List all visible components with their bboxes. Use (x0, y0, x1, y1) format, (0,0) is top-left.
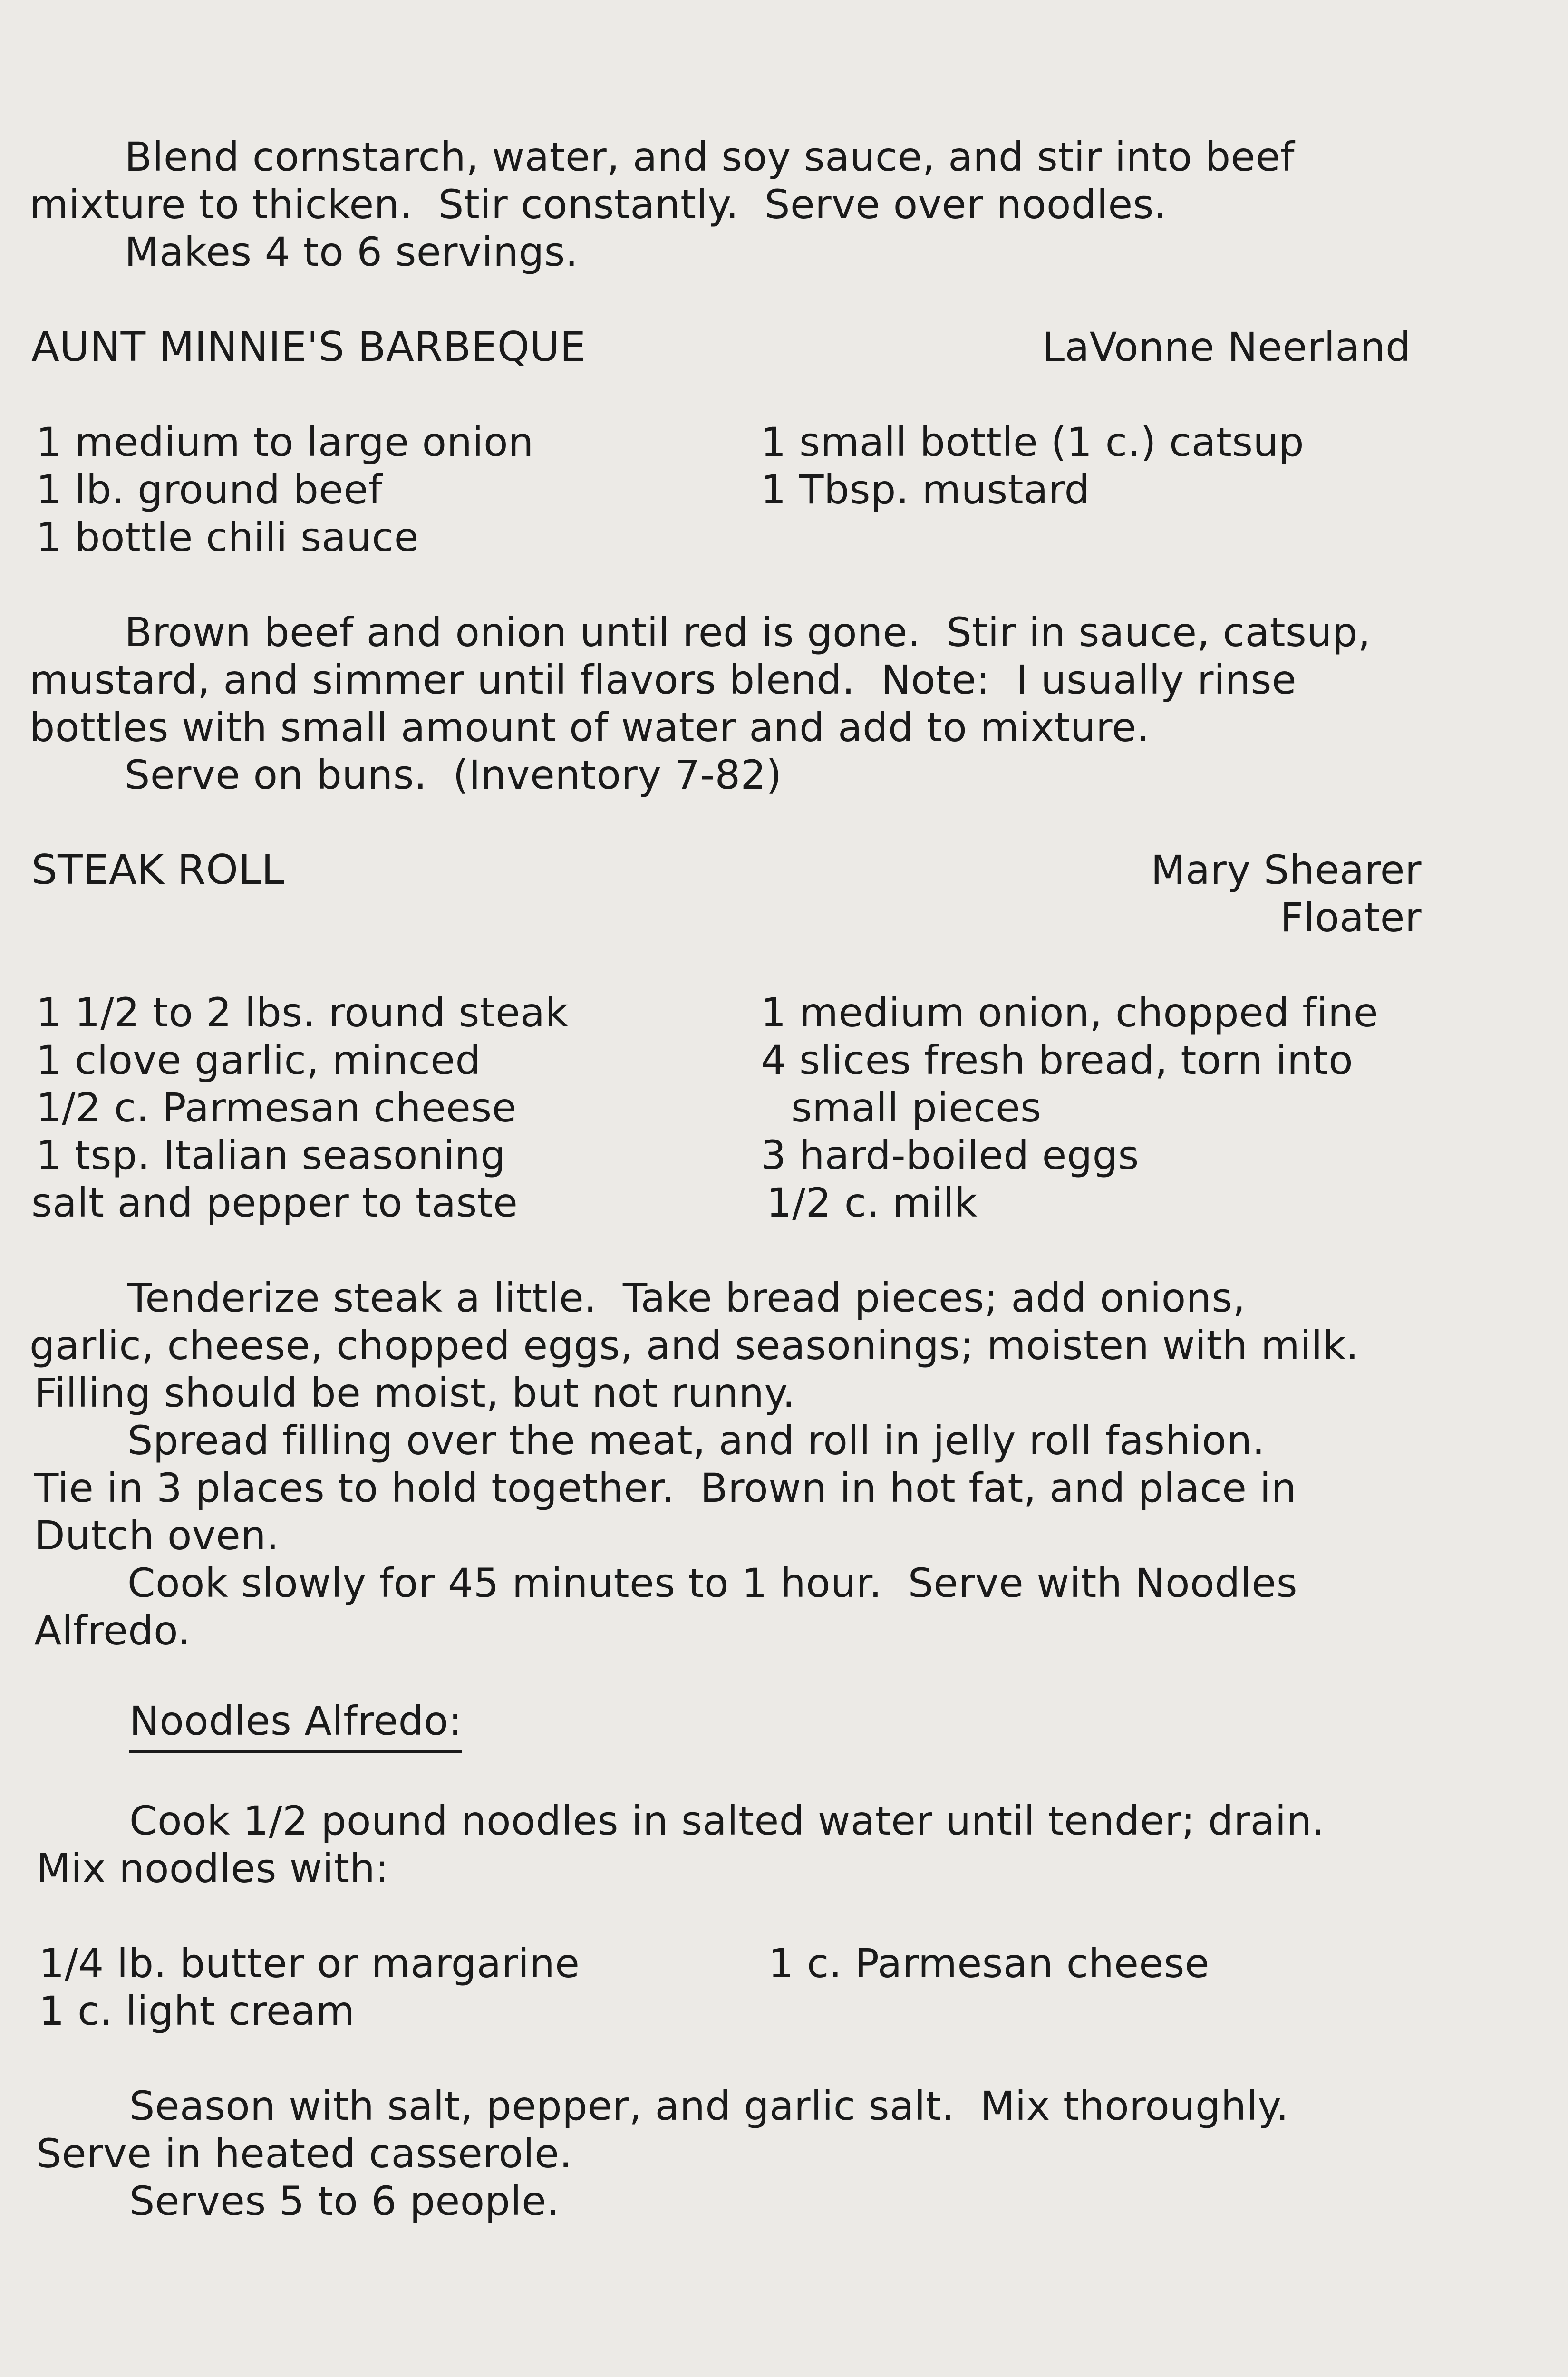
direction-line: Dutch oven. (34, 1512, 280, 1559)
direction-line: bottles with small amount of water and add to mixture. (29, 704, 1150, 751)
direction-line: garlic, cheese, chopped eggs, and seasonings; moisten with milk. (29, 1322, 1359, 1369)
direction-line: Cook slowly for 45 minutes to 1 hour. Serve with Noodles (127, 1560, 1297, 1606)
direction-line: Season with salt, pepper, and garlic salt. Mix thoroughly. (129, 2083, 1289, 2129)
ingredient-item: 1 1/2 to 2 lbs. round steak (36, 989, 569, 1036)
recipe-author-barbeque: LaVonne Neerland (1042, 324, 1411, 370)
direction-line: Serve on buns. (Inventory 7-82) (125, 752, 782, 798)
direction-line: Spread filling over the meat, and roll in jelly roll fashion. (127, 1417, 1265, 1464)
ingredient-item: 4 slices fresh bread, torn into (761, 1037, 1354, 1083)
ingredient-item: 1 c. light cream (39, 1988, 355, 2034)
intro-line-2: mixture to thicken. Stir constantly. Serve over noodles. (29, 181, 1167, 228)
recipe-title-steak-roll: STEAK ROLL (31, 846, 285, 894)
recipe-author-role: Floater (1280, 894, 1422, 941)
direction-line: Serve in heated casserole. (36, 2130, 572, 2177)
direction-line: Cook 1/2 pound noodles in salted water until tender; drain. (129, 1797, 1325, 1844)
ingredient-item: 1/2 c. Parmesan cheese (36, 1084, 517, 1131)
intro-line-3: Makes 4 to 6 servings. (125, 229, 579, 275)
ingredient-item: 1 Tbsp. mustard (761, 466, 1090, 513)
direction-line: Filling should be moist, but not runny. (34, 1370, 795, 1416)
direction-line: Brown beef and onion until red is gone. Stir in sauce, catsup, (125, 609, 1371, 656)
recipe-title-barbeque: AUNT MINNIE'S BARBEQUE (31, 323, 586, 371)
ingredient-item: 1 medium to large onion (36, 419, 534, 465)
ingredient-item: 1 medium onion, chopped fine (761, 989, 1379, 1036)
recipe-author-steak-roll: Mary Shearer (1151, 847, 1422, 893)
ingredient-item: 1 lb. ground beef (36, 466, 383, 513)
ingredient-item: small pieces (791, 1084, 1042, 1131)
sub-heading-noodles-alfredo: Noodles Alfredo: (129, 1697, 462, 1753)
direction-line: Tenderize steak a little. Take bread pieces; add onions, (127, 1275, 1246, 1321)
direction-line: Mix noodles with: (36, 1845, 389, 1892)
ingredient-item: salt and pepper to taste (31, 1179, 518, 1226)
ingredient-item: 1 tsp. Italian seasoning (36, 1132, 506, 1179)
ingredient-item: 1 small bottle (1 c.) catsup (761, 419, 1305, 465)
direction-line: Alfredo. (34, 1607, 191, 1654)
direction-line: Serves 5 to 6 people. (129, 2178, 560, 2224)
ingredient-item: 1 c. Parmesan cheese (768, 1940, 1210, 1987)
direction-line: Tie in 3 places to hold together. Brown in hot fat, and place in (34, 1465, 1297, 1511)
intro-line-1: Blend cornstarch, water, and soy sauce, and stir into beef (125, 134, 1295, 180)
ingredient-item: 1 bottle chili sauce (36, 514, 419, 560)
ingredient-item: 1/2 c. milk (766, 1179, 978, 1226)
ingredient-item: 1/4 lb. butter or margarine (39, 1940, 580, 1987)
ingredient-item: 1 clove garlic, minced (36, 1037, 481, 1083)
ingredient-item: 3 hard-boiled eggs (761, 1132, 1139, 1179)
direction-line: mustard, and simmer until flavors blend. Note: I usually rinse (29, 657, 1297, 703)
